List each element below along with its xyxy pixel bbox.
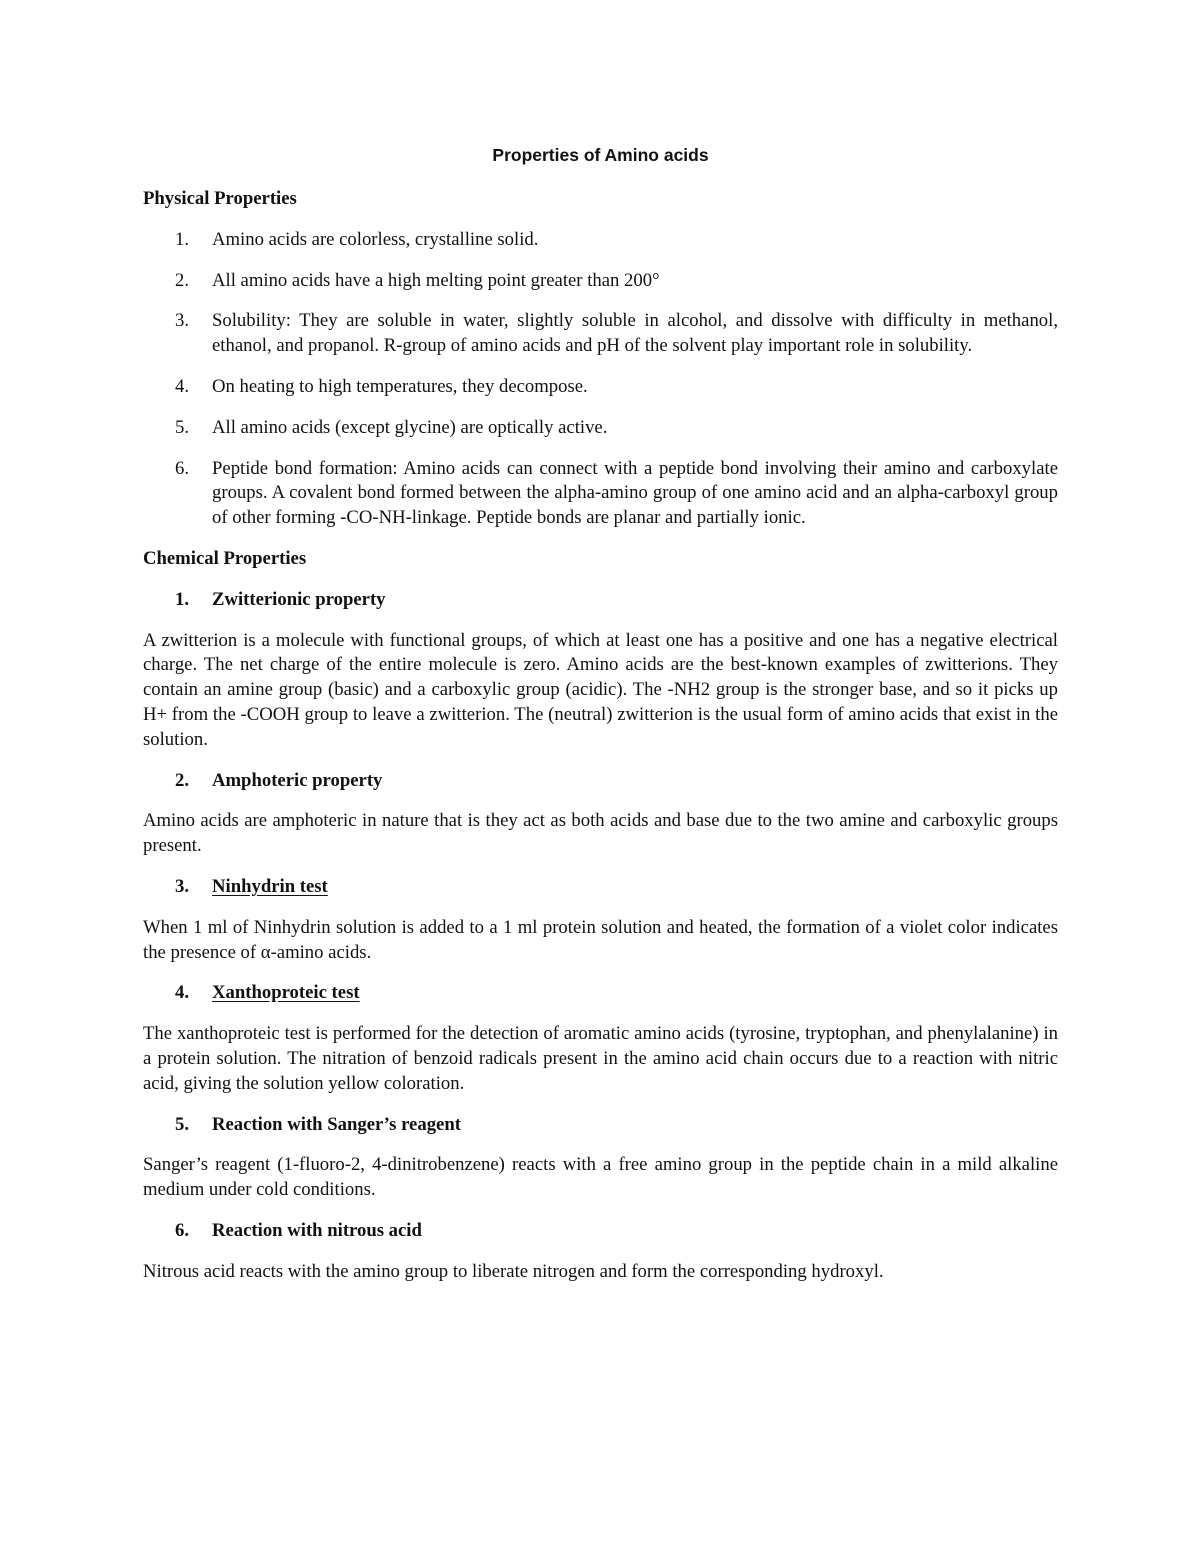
section-number: 5. [175, 1113, 190, 1135]
list-item-text: Solubility: They are soluble in water, slightly soluble in alcohol, and dissolve with difficulty in methanol, ethanol, and propanol. R-group of amino acids and pH of the solvent play important role in solubility. [212, 310, 1058, 357]
section-number: 2. [175, 769, 190, 791]
list-item-number: 2. [175, 269, 190, 291]
nitrous-acid-paragraph: Nitrous acid reacts with the amino group to liberate nitrogen and form the corresponding hydroxyl. [143, 1260, 884, 1282]
section-number: 3. [175, 875, 190, 897]
list-item [143, 416, 1058, 441]
document-title: Properties of Amino acids [492, 145, 709, 165]
section-label: Xanthoproteic test [212, 982, 360, 1004]
xanthoproteic-heading [143, 981, 1058, 1006]
list-item-number: 6. [175, 457, 190, 479]
list-item-text: All amino acids (except glycine) are optically active. [212, 416, 608, 438]
list-item-number: 4. [175, 375, 190, 397]
document-page [143, 143, 1058, 1301]
section-number: 6. [175, 1219, 190, 1241]
amphoteric-heading [143, 769, 1058, 794]
list-item [143, 309, 1058, 359]
list-item [143, 375, 1058, 400]
list-item-text: On heating to high temperatures, they decompose. [212, 375, 588, 397]
section-label: Reaction with Sanger’s reagent [212, 1113, 461, 1135]
list-item-number: 1. [175, 228, 190, 250]
list-item-text: Peptide bond formation: Amino acids can connect with a peptide bond involving their amino and carboxylate groups. A covalent bond formed between the alpha-amino group of one amino acid and an alpha-carboxyl group of other forming -CO-NH-linkage. Peptide bonds are planar and partially ionic. [212, 457, 1058, 529]
list-item-number: 3. [175, 310, 190, 332]
list-item-text: All amino acids have a high melting point greater than 200° [212, 269, 660, 291]
section-label: Ninhydrin test [212, 875, 328, 897]
list-item [143, 457, 1058, 531]
list-item-number: 5. [175, 416, 190, 438]
sanger-heading [143, 1113, 1058, 1138]
xanthoproteic-paragraph: The xanthoproteic test is performed for the detection of aromatic amino acids (tyrosine, tryptophan, and phenylalanine) in a protein solution. The nitration of benzoid radicals present in the amino acid chain occurs due to a reaction with nitric acid, giving the solution yellow coloration. [143, 1023, 1058, 1094]
list-item [143, 269, 1058, 294]
list-item [143, 228, 1058, 253]
section-label: Amphoteric property [212, 769, 383, 791]
ninhydrin-paragraph: When 1 ml of Ninhydrin solution is added to a 1 ml protein solution and heated, the formation of a violet color indicates the presence of α-amino acids. [143, 916, 1058, 963]
ninhydrin-heading [143, 875, 1058, 900]
section-label: Zwitterionic property [212, 588, 386, 610]
chemical-properties-heading: Chemical Properties [143, 547, 307, 569]
list-item-text: Amino acids are colorless, crystalline solid. [212, 228, 539, 250]
zwitterionic-heading [143, 588, 1058, 613]
nitrous-acid-heading [143, 1219, 1058, 1244]
physical-properties-list [143, 228, 1058, 531]
sanger-paragraph: Sanger’s reagent (1-fluoro-2, 4-dinitrobenzene) reacts with a free amino group in the peptide chain in a mild alkaline medium under cold conditions. [143, 1154, 1058, 1201]
section-number: 4. [175, 982, 190, 1004]
amphoteric-paragraph: Amino acids are amphoteric in nature that is they act as both acids and base due to the two amine and carboxylic groups present. [143, 810, 1058, 857]
section-label: Reaction with nitrous acid [212, 1219, 422, 1241]
zwitterionic-paragraph: A zwitterion is a molecule with functional groups, of which at least one has a positive and one has a negative electrical charge. The net charge of the entire molecule is zero. Amino acids are the best-known examples of zwitterions. They contain an amine group (basic) and a carboxylic group (acidic). The -NH2 group is the stronger base, and so it picks up H+ from the -COOH group to leave a zwitterion. The (neutral) zwitterion is the usual form of amino acids that exist in the solution. [143, 629, 1058, 750]
physical-properties-heading: Physical Properties [143, 188, 297, 209]
section-number: 1. [175, 588, 190, 610]
